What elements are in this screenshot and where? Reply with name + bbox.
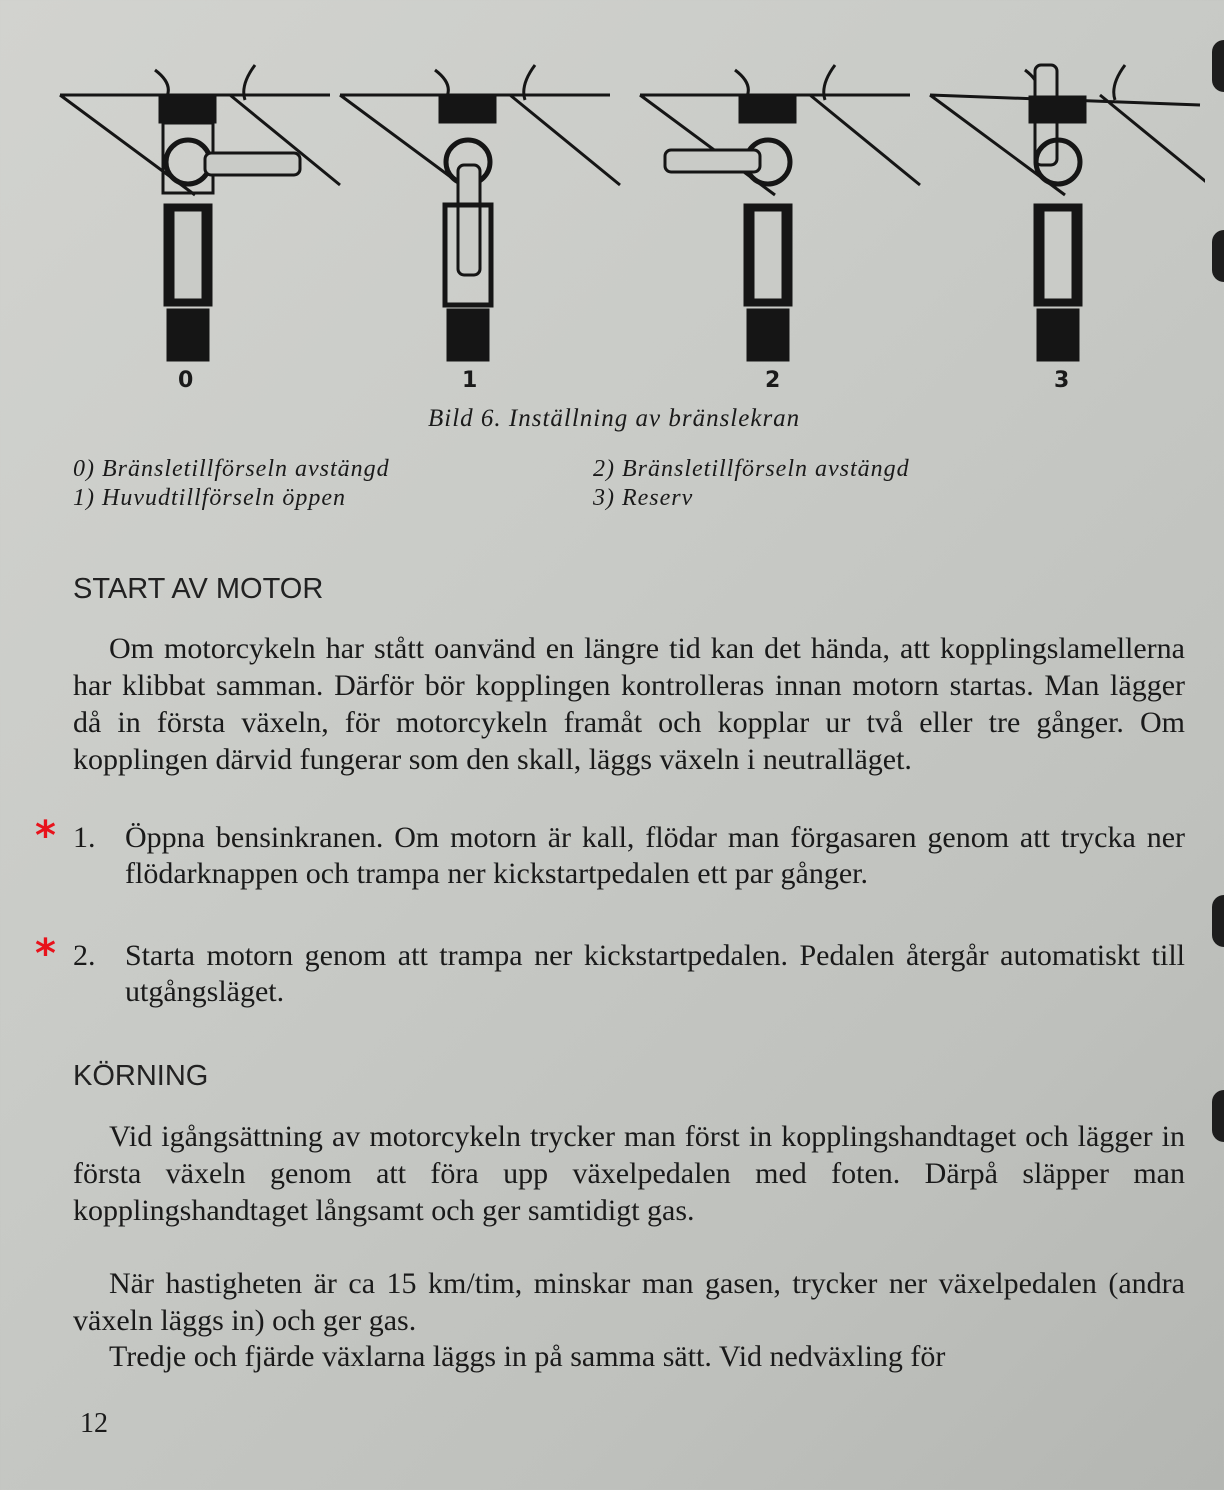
figure-label-1: 1 <box>462 368 478 393</box>
heading-korning: KÖRNING <box>73 1060 209 1092</box>
list-number: 1. <box>73 821 96 854</box>
figure-label-0: 0 <box>178 368 194 393</box>
list-number: 2. <box>73 939 96 972</box>
tap-position-0 <box>60 65 340 360</box>
tap-position-1 <box>340 65 620 360</box>
binder-hole <box>1212 1090 1224 1142</box>
figure-label-2: 2 <box>765 368 781 393</box>
paragraph-korning-3 <box>73 1338 1185 1375</box>
fuel-tap-drawings <box>55 45 1205 395</box>
figure-label-3: 3 <box>1054 368 1070 393</box>
list-text: Öppna bensinkranen. Om motorn är kall, flödar man förgasaren genom att trycka ner flödarknappen och trampa ner kickstartpedalen ett par gånger. <box>125 821 1185 890</box>
legend-left <box>73 455 390 513</box>
paragraph-korning-1-text: Vid igångsättning av motorcykeln trycker man först in kopplingshandtaget och lägger in första växeln genom att föra upp växelpedalen med foten. Därpå släpper man kopplingshandtaget långsamt och ger samtidigt gas. <box>73 1120 1185 1227</box>
binder-hole <box>1212 40 1224 92</box>
paragraph-start <box>73 630 1185 778</box>
asterisk-marker-icon: * <box>35 931 56 977</box>
legend-item-0: 0) Bränsletillförseln avstängd <box>73 456 390 482</box>
list-text: Starta motorn genom att trampa ner kickstartpedalen. Pedalen återgår automatiskt till utgångsläget. <box>125 939 1185 1008</box>
heading-start-av-motor: START AV MOTOR <box>73 573 324 605</box>
tap-position-3 <box>930 65 1205 360</box>
paragraph-korning-2 <box>73 1265 1185 1339</box>
paragraph-start-text: Om motorcykeln har stått oanvänd en längre tid kan det hända, att kopplingslamellerna har klibbat samman. Därför bör kopplingen kontrolleras innan motorn startas. Man lägger då in första växeln, för motorcykeln framåt och kopplar ur två eller tre gånger. Om kopplingen därvid fungerar som den skall, läggs växeln i neutralläget. <box>73 632 1185 776</box>
fuel-tap-illustration <box>55 45 1205 395</box>
tap-position-2 <box>640 65 920 360</box>
legend-item-2: 2) Bränsletillförseln avstängd <box>593 456 910 482</box>
asterisk-marker-icon: * <box>35 813 56 859</box>
page-number: 12 <box>80 1408 108 1439</box>
legend-item-1: 1) Huvudtillförseln öppen <box>73 485 346 511</box>
legend-right <box>593 455 910 513</box>
binder-hole <box>1212 230 1224 282</box>
paragraph-korning-2-text: När hastigheten är ca 15 km/tim, minskar man gasen, trycker ner växelpedalen (andra växeln läggs in) och ger gas. <box>73 1267 1185 1337</box>
binder-hole <box>1212 895 1224 947</box>
legend-item-3: 3) Reserv <box>593 485 694 511</box>
figure-caption: Bild 6. Inställning av bränslekran <box>428 405 801 432</box>
paragraph-korning-1 <box>73 1118 1185 1229</box>
paragraph-korning-3-text: Tredje och fjärde växlarna läggs in på samma sätt. Vid nedväxling för <box>109 1340 946 1373</box>
